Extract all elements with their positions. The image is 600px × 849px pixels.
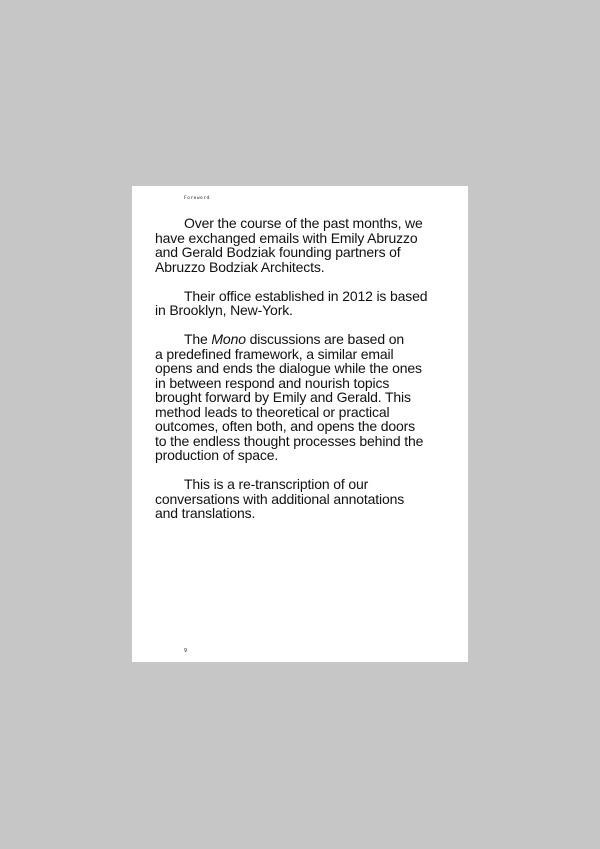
- paragraph-4: [155, 477, 455, 521]
- text-line: method leads to theoretical or practical: [155, 403, 390, 420]
- text-line: Abruzzo Bodziak Architects.: [155, 258, 325, 275]
- paragraph-1: [155, 216, 455, 274]
- text-line: conversations with additional annotations: [155, 490, 405, 507]
- running-head: Foreword: [184, 196, 210, 201]
- text-line: and translations.: [155, 505, 256, 521]
- text-line: and Gerald Bodziak founding partners of: [155, 244, 401, 260]
- paragraph-3: [155, 332, 455, 463]
- text-line: Over the course of the past months, we: [184, 215, 423, 231]
- text-line: production of space.: [155, 447, 279, 463]
- text-line: opens and ends the dialogue while the ones: [155, 360, 422, 376]
- body-text: [155, 216, 455, 521]
- italic-title: Mono: [211, 331, 246, 347]
- text-line: a predefined framework, a similar email: [155, 345, 394, 362]
- text-line: Their office established in 2012 is based: [184, 287, 428, 304]
- text-segment: The: [184, 331, 212, 347]
- text-segment: discussions are based on: [245, 331, 404, 347]
- page-number: 9: [184, 648, 188, 654]
- paragraph-2: [155, 289, 455, 318]
- document-page: [132, 186, 468, 662]
- text-line: brought forward by Emily and Gerald. This: [155, 389, 411, 405]
- text-line: outcomes, often both, and opens the doors: [155, 418, 416, 434]
- text-line: to the endless thought processes behind the: [155, 432, 424, 449]
- text-line: in between respond and nourish topics: [155, 374, 390, 391]
- text-line: have exchanged emails with Emily Abruzzo: [155, 229, 418, 246]
- text-line: This is a re-transcription of our: [184, 476, 369, 492]
- text-line: [155, 332, 455, 347]
- text-line: in Brooklyn, New-York.: [155, 302, 293, 318]
